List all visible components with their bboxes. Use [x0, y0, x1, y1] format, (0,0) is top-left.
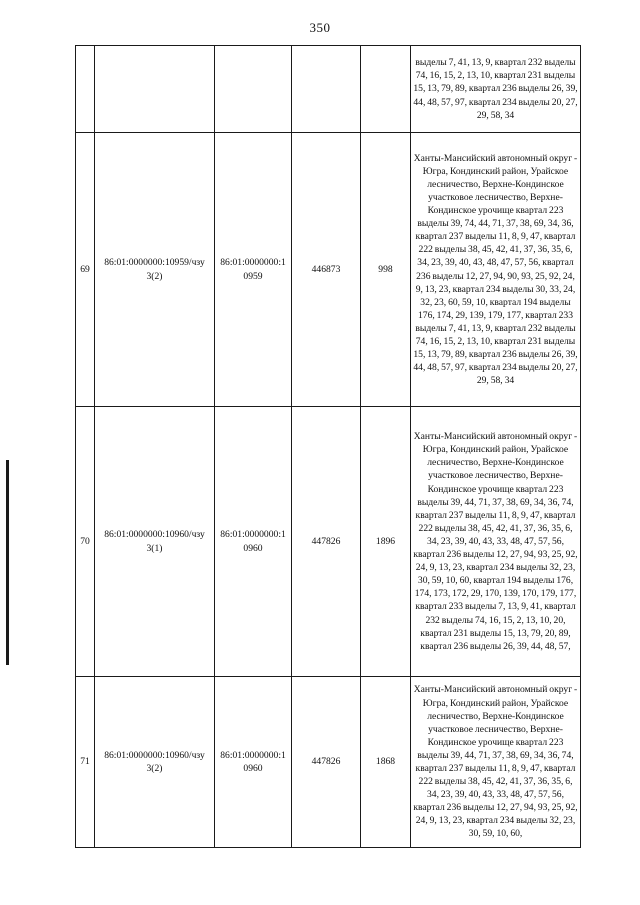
area-cell: 1896	[361, 407, 411, 677]
code-cell: 446873	[292, 133, 361, 407]
cadastral-number-cell: 86:01:0000000:10960/чзу 3(2)	[95, 677, 215, 848]
code-cell: 447826	[292, 677, 361, 848]
parent-plot-cell: 86:01:0000000:1 0960	[215, 677, 292, 848]
scan-edge-mark	[6, 460, 9, 665]
table-row	[76, 407, 581, 677]
code-cell	[292, 46, 361, 133]
parent-plot-cell: 86:01:0000000:1 0960	[215, 407, 292, 677]
cadastral-number-cell: 86:01:0000000:10960/чзу 3(1)	[95, 407, 215, 677]
code-cell: 447826	[292, 407, 361, 677]
area-cell	[361, 46, 411, 133]
location-description-cell: Ханты-Мансийский автономный округ - Югра, Кондинский район, Урайское лесничество, Верхне-Кондинское участковое лесничество, Верхне-Кондинское урочище квартал 223 выделы 39, 44, 71, 37, 38, 69, 34, 36, 74, квартал 237 выделы 11, 8, 9, 47, квартал 222 выделы 38, 45, 42, 41, 37, 36, 35, 6, 34, 23, 39, 40, 43, 33, 48, 47, 57, 56, квартал 236 выделы 12, 27, 94, 93, 25, 92, 24, 9, 13, 23, квартал 234 выделы 32, 23, 30, 59, 10, 60,	[411, 677, 581, 848]
page-number: 350	[309, 20, 331, 35]
parent-plot-cell: 86:01:0000000:1 0959	[215, 133, 292, 407]
cadastral-number-cell: 86:01:0000000:10959/чзу 3(2)	[95, 133, 215, 407]
area-cell: 998	[361, 133, 411, 407]
cadastral-number-cell	[95, 46, 215, 133]
table-row-continuation	[76, 46, 581, 133]
table-row	[76, 133, 581, 407]
parent-plot-cell	[215, 46, 292, 133]
location-description-cell: Ханты-Мансийский автономный округ - Югра, Кондинский район, Урайское лесничество, Верхне-Кондинское участковое лесничество, Верхне-Кондинское урочище квартал 223 выделы 39, 74, 44, 71, 37, 38, 69, 34, 36, квартал 237 выделы 11, 8, 9, 47, квартал 222 выделы 38, 45, 42, 41, 37, 36, 35, 6, 34, 23, 39, 40, 43, 48, 47, 57, 56, квартал 236 выделы 12, 27, 94, 90, 93, 25, 92, 24, 9, 13, 23, квартал 234 выделы 30, 33, 24, 32, 23, 60, 59, 10, квартал 194 выделы 176, 174, 29, 139, 179, 177, квартал 233 выделы 7, 41, 13, 9, квартал 232 выделы 74, 16, 15, 2, 13, 10, квартал 231 выделы 15, 13, 79, 89, квартал 236 выделы 26, 39, 44, 48, 57, 97, квартал 234 выделы 20, 27, 29, 58, 34	[411, 133, 581, 407]
row-number-cell: 70	[76, 407, 95, 677]
area-cell: 1868	[361, 677, 411, 848]
row-number-cell: 71	[76, 677, 95, 848]
row-number-cell	[76, 46, 95, 133]
row-number-cell: 69	[76, 133, 95, 407]
location-description-cell: Ханты-Мансийский автономный округ - Югра, Кондинский район, Урайское лесничество, Верхне-Кондинское участковое лесничество, Верхне-Кондинское урочище квартал 223 выделы 39, 44, 71, 37, 38, 69, 34, 36, 74, квартал 237 выделы 11, 8, 9, 47, квартал 222 выделы 38, 45, 42, 41, 37, 36, 35, 6, 34, 23, 39, 40, 43, 33, 48, 47, 57, 56, квартал 236 выделы 12, 27, 94, 93, 25, 92, 24, 9, 13, 23, квартал 234 выделы 32, 23, 30, 59, 10, 60, квартал 194 выделы 176, 174, 173, 172, 29, 170, 139, 170, 179, 177, квартал 233 выделы 7, 13, 9, 41, квартал 232 выделы 74, 16, 15, 2, 13, 10, 20, квартал 231 выделы 15, 13, 79, 20, 89, квартал 236 выделы 26, 39, 44, 48, 57,	[411, 407, 581, 677]
land-plot-table	[75, 45, 581, 848]
table-row	[76, 677, 581, 848]
location-description-cell: выделы 7, 41, 13, 9, квартал 232 выделы 74, 16, 15, 2, 13, 10, квартал 231 выделы 15, 13, 79, 89, квартал 236 выделы 26, 39, 44, 48, 57, 97, квартал 234 выделы 20, 27, 29, 58, 34	[411, 46, 581, 133]
